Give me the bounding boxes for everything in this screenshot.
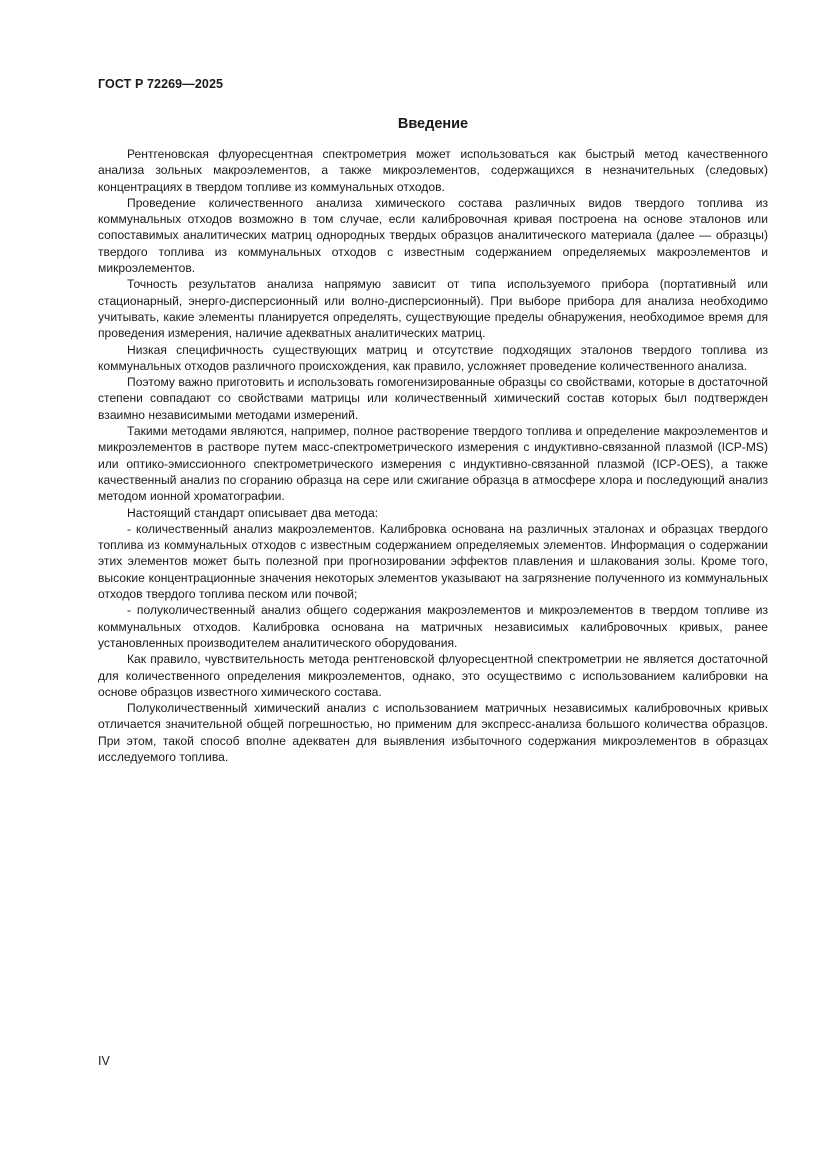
paragraph: Как правило, чувствительность метода рентгеновской флуоресцентной спектрометрии не является достаточной для количественного определения микроэлементов, однако, это осуществимо с использованием калибровки на основе образцов известного химического состава. [98,652,768,699]
paragraph: Низкая специфичность существующих матриц и отсутствие подходящих эталонов твердого топлива из коммунальных отходов различного происхождения, как правило, усложняет проведение количественного анализа. [98,342,768,373]
page-number: IV [98,1054,110,1068]
paragraph: Настоящий стандарт описывает два метода: [127,505,379,520]
paragraph: Рентгеновская флуоресцентная спектрометрия может использоваться как быстрый метод качественного анализа зольных макроэлементов, а также микроэлементов, содержащихся в незначительных (следовых) концентрациях в твердом топливе из коммунальных отходов. [98,147,768,194]
paragraph: Проведение количественного анализа химического состава различных видов твердого топлива из коммунальных отходов возможно в том случае, если калибровочная кривая построена на основе эталонов или сопоставимых аналитических матриц однородных твердых образцов аналитического материала (далее — образцы) твердого топлива из коммунальных отходов с известным содержанием определяемых макроэлементов и микроэлементов. [98,195,768,276]
list-item: - полуколичественный анализ общего содержания макроэлементов и микроэлементов в твердом топливе из коммунальных отходов. Калибровка основана на матричных независимых калибровочных кривых, ранее установленных производителем аналитического оборудования. [98,603,768,650]
paragraph: Точность результатов анализа напрямую зависит от типа используемого прибора (портативный или стационарный, энерго-дисперсионный или волно-дисперсионный). При выборе прибора для анализа необходимо учитывать, какие элементы планируется определять, существующие пределы обнаружения, необходимое время для проведения измерения, наличие адекватных аналитических матриц. [98,277,768,341]
paragraph: Такими методами являются, например, полное растворение твердого топлива и определение макроэлементов и микроэлементов в растворе путем масс-спектрометрического измерения с индуктивно-связанной плазмой (ICP-MS) или оптико-эмиссионного спектрометрического измерения с индуктивно-связанной плазмой (ICP-OES), а также качественный анализ по сгоранию образца на сере или сжигание образца в атмосфере хлора и последующий анализ методом ионной хроматографии. [98,424,768,504]
document-code-header: ГОСТ Р 72269—2025 [98,77,224,91]
paragraph: Полуколичественный химический анализ с использованием матричных независимых калибровочных кривых отличается значительной общей погрешностью, но применим для экспресс-анализа большого количества образцов. При этом, такой способ вполне адекватен для выявления избыточного содержания микроэлементов в образцах исследуемого топлива. [98,701,768,764]
section-title: Введение [397,116,469,132]
introduction-body [98,146,768,765]
list-item: - количественный анализ макроэлементов. Калибровка основана на различных эталонах и образцах твердого топлива из коммунальных отходов с известным содержанием определяемых элементов. Информация о содержании этих элементов может быть полезной при прогнозировании эффектов плавления и шлакования золы. Кроме того, высокие концентрационные значения некоторых элементов указывают на загрязнение полученного из коммунальных отходов твердого топлива песком или почвой; [98,521,768,602]
paragraph: Поэтому важно приготовить и использовать гомогенизированные образцы со свойствами, которые в достаточной степени совпадают со свойствами матрицы или количественный химический состав которых был подтвержден взаимно независимыми методами измерений. [98,375,768,422]
